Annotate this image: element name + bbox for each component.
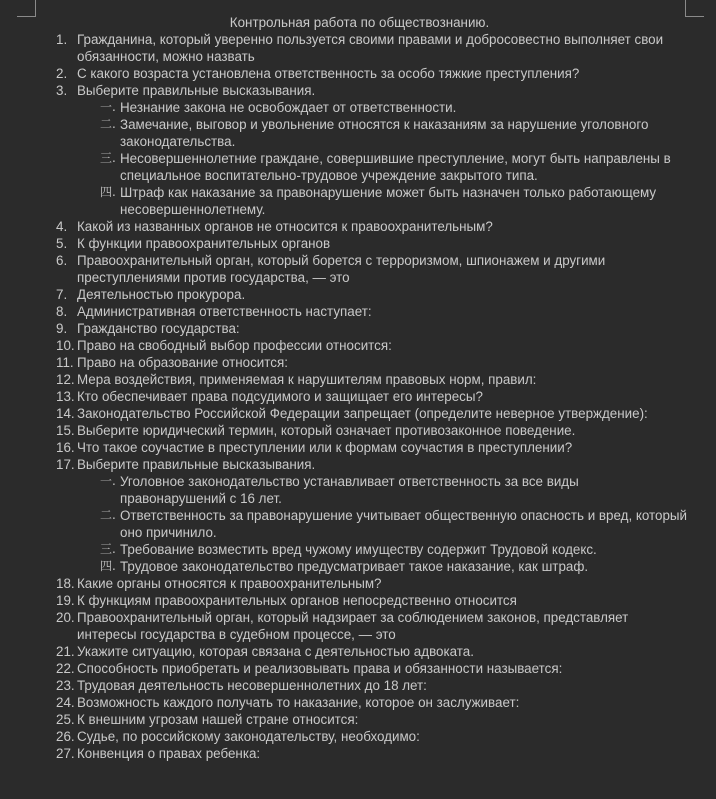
question-number: 12. — [56, 372, 75, 387]
question-text: Какой из названных органов не относится к правоохранительным? — [77, 219, 493, 234]
question-text: Административная ответственность наступает: — [77, 304, 372, 319]
question-item — [0, 660, 716, 677]
question-item — [0, 286, 716, 303]
question-number: 18. — [56, 576, 75, 591]
question-text: К функциям правоохранительных органов непосредственно относится — [77, 593, 517, 608]
question-number: 11. — [56, 355, 74, 370]
question-item — [0, 303, 716, 320]
question-text: Конвенция о правах ребенка: — [77, 746, 261, 761]
statement-marker: 二. — [100, 508, 116, 522]
question-text: Законодательство Российской Федерации запрещает (определите неверное утверждение): — [77, 406, 648, 421]
question-text: Деятельностью прокурора. — [77, 287, 246, 302]
question-number: 5. — [56, 236, 68, 251]
statement-text: Трудовое законодательство предусматривает такое наказание, как штраф. — [120, 559, 589, 574]
statement-item — [0, 558, 716, 575]
statement-item — [0, 184, 716, 218]
statement-list — [0, 99, 716, 218]
question-number: 19. — [56, 593, 75, 608]
question-item — [0, 677, 716, 694]
statement-marker: 一. — [100, 100, 116, 114]
question-text: Мера воздействия, применяемая к нарушителям правовых норм, правил: — [77, 372, 537, 387]
question-item — [0, 371, 716, 388]
question-number: 23. — [56, 678, 75, 693]
question-number: 13. — [56, 389, 75, 404]
question-number: 4. — [56, 219, 68, 234]
question-number: 7. — [56, 287, 68, 302]
question-item — [0, 592, 716, 609]
question-number: 21. — [56, 644, 75, 659]
statement-item — [0, 473, 716, 507]
question-item — [0, 422, 716, 439]
statement-item — [0, 116, 716, 150]
question-text: Какие органы относятся к правоохранительным? — [77, 576, 382, 591]
statement-item — [0, 150, 716, 184]
question-text: Что такое соучастие в преступлении или к формам соучастия в преступлении? — [77, 440, 573, 455]
question-number: 24. — [56, 695, 75, 710]
question-text: Право на свободный выбор профессии относится: — [77, 338, 392, 353]
question-item — [0, 354, 716, 371]
question-item — [0, 439, 716, 456]
question-number: 2. — [56, 66, 68, 81]
question-list — [0, 31, 716, 762]
question-number: 16. — [56, 440, 75, 455]
statement-text: Требование возместить вред чужому имуществу содержит Трудовой кодекс. — [120, 542, 597, 557]
statement-marker: 四. — [100, 559, 116, 573]
statement-marker: 二. — [100, 117, 116, 131]
question-number: 15. — [56, 423, 75, 438]
question-text: Право на образование относится: — [77, 355, 288, 370]
question-item — [0, 388, 716, 405]
question-number: 20. — [56, 610, 75, 625]
question-number: 3. — [56, 83, 68, 98]
question-number: 14. — [56, 406, 75, 421]
question-item — [0, 337, 716, 354]
statement-marker: 三. — [100, 151, 116, 165]
question-text: Выберите правильные высказывания. — [77, 83, 316, 98]
question-item — [0, 609, 716, 643]
question-number: 17. — [56, 457, 75, 472]
question-number: 25. — [56, 712, 75, 727]
statement-text: Ответственность за правонарушение учитывает общественную опасность и вред, который оно причинило. — [120, 508, 688, 540]
question-item — [0, 728, 716, 745]
question-item — [0, 456, 716, 473]
question-text: Укажите ситуацию, которая связана с деятельностью адвоката. — [77, 644, 474, 659]
question-item — [0, 218, 716, 235]
statement-marker: 一. — [100, 474, 116, 488]
question-number: 22. — [56, 661, 75, 676]
question-text: С какого возраста установлена ответственность за особо тяжкие преступления? — [77, 66, 580, 81]
question-item — [0, 235, 716, 252]
question-item — [0, 252, 716, 286]
statement-text: Штраф как наказание за правонарушение может быть назначен только работающему несовершеннолетнему. — [120, 185, 657, 217]
statement-list — [0, 473, 716, 575]
question-item — [0, 694, 716, 711]
question-text: Судье, по российскому законодательству, необходимо: — [77, 729, 420, 744]
question-text: Выберите правильные высказывания. — [77, 457, 316, 472]
question-number: 8. — [56, 304, 68, 319]
question-text: Возможность каждого получать то наказание, которое он заслуживает: — [77, 695, 520, 710]
question-item — [0, 745, 716, 762]
question-text: Правоохранительный орган, который борется с терроризмом, шпионажем и другими преступлениями против государства, — это — [77, 253, 606, 285]
document-page — [0, 14, 716, 762]
document-title: Контрольная работа по обществознанию. — [229, 15, 490, 30]
statement-text: Несовершеннолетние граждане, совершившие преступление, могут быть направлены в специальное воспитательно-трудовое учреждение закрытого типа. — [120, 151, 671, 183]
statement-text: Замечание, выговор и увольнение относятся к наказаниям за нарушение уголовного законодательства. — [120, 117, 649, 149]
statement-item — [0, 99, 716, 116]
question-item — [0, 405, 716, 422]
question-number: 10. — [56, 338, 75, 353]
question-number: 27. — [56, 746, 75, 761]
question-text: Выберите юридический термин, который означает противозаконное поведение. — [77, 423, 576, 438]
statement-item — [0, 541, 716, 558]
question-item — [0, 31, 716, 65]
statement-text: Уголовное законодательство устанавливает ответственность за все виды правонарушений с 16 лет. — [120, 474, 579, 506]
question-item — [0, 82, 716, 99]
question-item — [0, 711, 716, 728]
question-item — [0, 320, 716, 337]
question-item — [0, 643, 716, 660]
question-number: 9. — [56, 321, 68, 336]
statement-text: Незнание закона не освобождает от ответственности. — [120, 100, 457, 115]
question-text: Гражданина, который уверенно пользуется своими правами и добросовестно выполняет свои обязанности, можно назвать — [77, 32, 664, 64]
question-text: Правоохранительный орган, который надзирает за соблюдением законов, представляет интересы государства в судебном процессе, — это — [77, 610, 629, 642]
question-number: 26. — [56, 729, 75, 744]
question-text: Способность приобретать и реализовывать права и обязанности называется: — [77, 661, 563, 676]
question-text: Трудовая деятельность несовершеннолетних до 18 лет: — [77, 678, 427, 693]
question-item — [0, 65, 716, 82]
question-text: К функции правоохранительных органов — [77, 236, 331, 251]
question-text: Кто обеспечивает права подсудимого и защищает его интересы? — [77, 389, 483, 404]
statement-item — [0, 507, 716, 541]
question-number: 1. — [56, 32, 68, 47]
question-item — [0, 575, 716, 592]
question-text: Гражданство государства: — [77, 321, 240, 336]
question-number: 6. — [56, 253, 68, 268]
statement-marker: 四. — [100, 185, 116, 199]
statement-marker: 三. — [100, 542, 116, 556]
question-text: К внешним угрозам нашей стране относится: — [77, 712, 359, 727]
